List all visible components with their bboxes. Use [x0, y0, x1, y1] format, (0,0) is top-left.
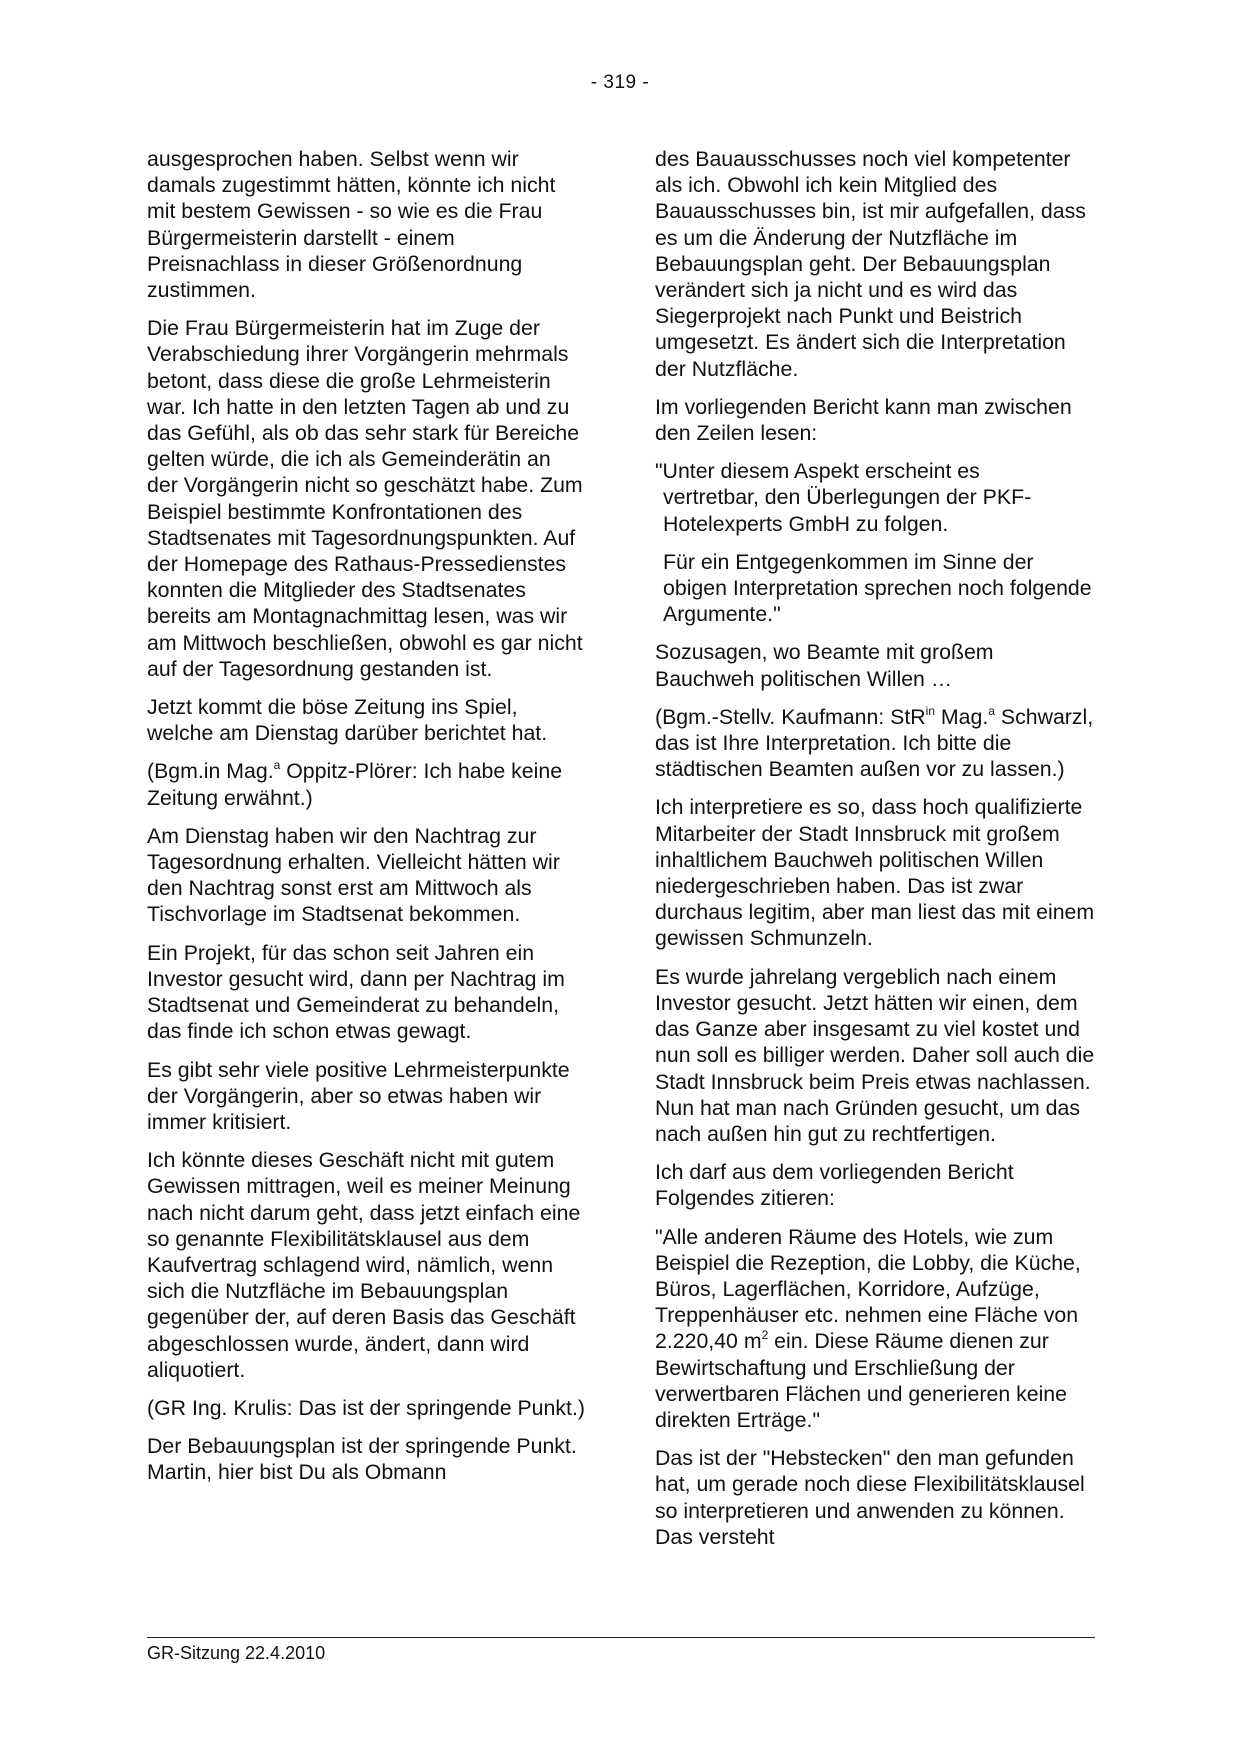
paragraph: Ich interpretiere es so, dass hoch qualifizierte Mitarbeiter der Stadt Innsbruck mit großem inhaltlichem Bauchweh politischen Willen niedergeschrieben haben. Das ist zwar durchaus legitim, aber man liest das mit einem gewissen Schmunzeln. — [655, 795, 1095, 951]
paragraph: Das ist der "Hebstecken" den man gefunden hat, um gerade noch diese Flexibilitätsklausel so interpretieren und anwenden zu können. Das versteht — [655, 1446, 1085, 1549]
block-quote: "Alle anderen Räume des Hotels, wie zum Beispiel die Rezeption, die Lobby, die Küche, Büros, Lagerflächen, Korridore, Aufzüge, Treppenhäuser etc. nehmen eine Fläche von 2.220,40 $m^2$ ein. Diese Räume dienen zur Bewirtschaftung und Erschließung der verwertbaren Flächen und generieren keine direkten Erträge." — [655, 1224, 1081, 1432]
paragraph: Ich könnte dieses Geschäft nicht mit gutem Gewissen mittragen, weil es meiner Meinung nach nicht darum geht, dass jetzt einfach eine so genannte Flexibilitätsklausel aus dem Kaufvertrag schlagend wird, nämlich, wenn sich die Nutzfläche im Bebauungsplan gegenüber der, auf deren Basis das Geschäft abgeschlossen wurde, ändert, dann wird aliquotiert. — [147, 1148, 581, 1382]
block-quote: Für ein Entgegenkommen im Sinne der obigen Interpretation sprechen noch folgende Argumente." — [663, 549, 1092, 627]
paragraph: ausgesprochen haben. Selbst wenn wir damals zugestimmt hätten, könnte ich nicht mit bestem Gewissen - so wie es die Frau Bürgermeisterin darstellt - einem Preisnachlass in dieser Größenordnung zustimmen. — [147, 147, 556, 303]
paragraph: Die Frau Bürgermeisterin hat im Zuge der Verabschiedung ihrer Vorgängerin mehrmals betont, dass diese die große Lehrmeisterin war. Ich hatte in den letzten Tagen ab und zu das Gefühl, als ob das sehr stark für Bereiche gelten würde, die ich als Gemeinderätin an der Vorgängerin nicht so geschätzt habe. Zum Beispiel bestimmte Konfrontationen des Stadtsenates mit Tagesordnungspunkten. Auf der Homepage des Rathaus-Pressedienstes konnten die Mitglieder des Stadtsenates bereits am Montagnachmittag lesen, was wir am Mittwoch beschließen, obwohl es gar nicht auf der Tagesordnung gestanden ist. — [147, 316, 583, 681]
paragraph: Ein Projekt, für das schon seit Jahren ein Investor gesucht wird, dann per Nachtrag im Stadtsenat und Gemeinderat zu behandeln, das finde ich schon etwas gewagt. — [147, 940, 565, 1044]
right-column — [655, 146, 1095, 1562]
paragraph: Der Bebauungsplan ist der springende Punkt. Martin, hier bist Du als Obmann — [147, 1434, 577, 1485]
left-column — [147, 146, 587, 1498]
interjection: (GR Ing. Krulis: Das ist der springende Punkt.) — [147, 1395, 585, 1420]
paragraph: Jetzt kommt die böse Zeitung ins Spiel, welche am Dienstag darüber berichtet hat. — [147, 695, 548, 746]
paragraph: Im vorliegenden Bericht kann man zwischen den Zeilen lesen: — [655, 394, 1072, 446]
paragraph: des Bauausschusses noch viel kompetenter als ich. Obwohl ich kein Mitglied des Bauausschusses bin, ist mir aufgefallen, dass es um die Änderung der Nutzfläche im Bebauungsplan geht. Der Bebauungsplan verändert sich ja nicht und es wird das Siegerprojekt nach Punkt und Beistrich umgesetzt. Es ändert sich die Interpretation der Nutzfläche. — [655, 147, 1086, 381]
paragraph: Ich darf aus dem vorliegenden Bericht Folgendes zitieren: — [655, 1160, 1014, 1211]
paragraph: Am Dienstag haben wir den Nachtrag zur Tagesordnung erhalten. Vielleicht hätten wir den Nachtrag sonst erst am Mittwoch als Tischvorlage im Stadtsenat bekommen. — [147, 823, 560, 927]
interjection: (Bgm.-Stellv. Kaufmann: StR$^{in}$ Mag.$^a$ Schwarzl, das ist Ihre Interpretation. Ich bitte die städtischen Beamten außen vor zu lassen.) — [655, 703, 1094, 782]
block-quote: "Unter diesem Aspekt erscheint es vertretbar, den Überlegungen der PKF- Hotelexperts GmbH zu folgen. — [655, 459, 1032, 536]
paragraph: Es gibt sehr viele positive Lehrmeisterpunkte der Vorgängerin, aber so etwas haben wir immer kritisiert. — [147, 1057, 570, 1134]
paragraph: Es wurde jahrelang vergeblich nach einem Investor gesucht. Jetzt hätten wir einen, dem das Ganze aber insgesamt zu viel kostet und nun soll es billiger werden. Daher soll auch die Stadt Innsbruck beim Preis etwas nachlassen. Nun hat man nach Gründen gesucht, um das nach außen hin gut zu rechtfertigen. — [655, 964, 1095, 1146]
interjection: (Bgm.in Mag.$^a$ Oppitz-Plörer: Ich habe keine Zeitung erwähnt.) — [147, 758, 563, 810]
footer-text: GR-Sitzung 22.4.2010 — [147, 1643, 326, 1663]
footer-divider — [147, 1637, 1095, 1638]
page-number: - 319 - — [590, 72, 650, 93]
paragraph: Sozusagen, wo Beamte mit großem Bauchweh politischen Willen … — [655, 640, 994, 691]
